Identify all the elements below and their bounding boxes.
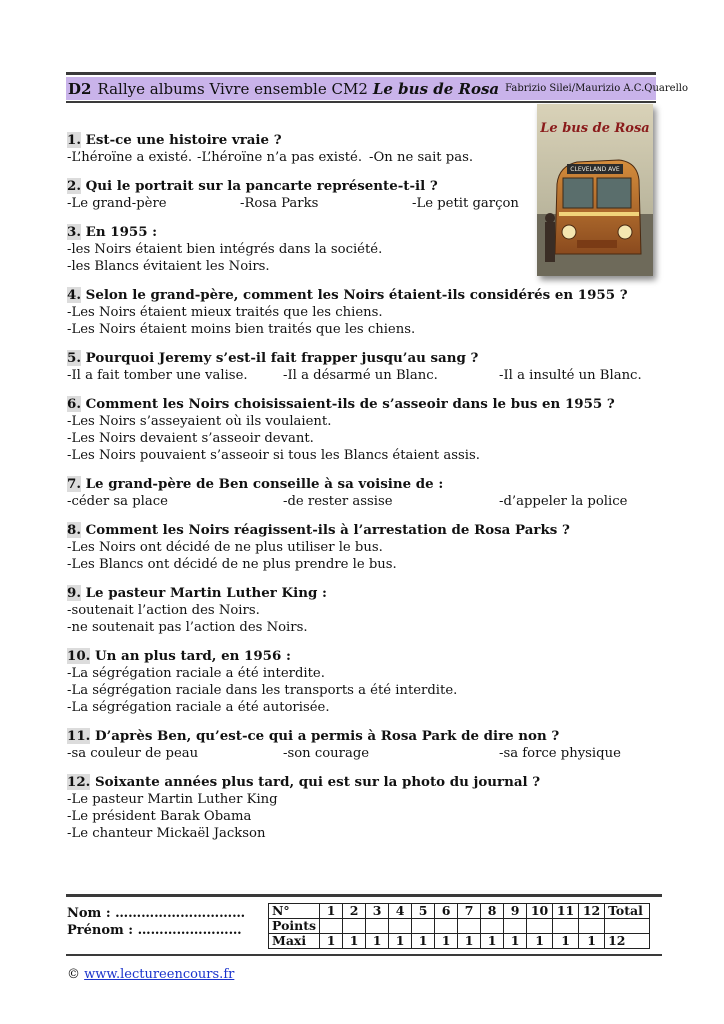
book-authors: Fabrizio Silei/Maurizio A.C.Quarello bbox=[505, 83, 689, 94]
answer-option[interactable]: -L’héroïne a existé. bbox=[67, 150, 193, 165]
maxi-cell: 1 bbox=[412, 934, 435, 949]
footer-top-rule bbox=[66, 894, 662, 897]
row-header-num: N° bbox=[269, 904, 320, 919]
maxi-cell: 1 bbox=[553, 934, 579, 949]
header-top-rule bbox=[66, 72, 656, 75]
question-number: 8. bbox=[67, 522, 81, 538]
maxi-cell: 1 bbox=[527, 934, 553, 949]
question-number: 6. bbox=[67, 396, 81, 412]
question-title bbox=[67, 224, 647, 241]
points-cell[interactable] bbox=[412, 919, 435, 934]
answer-option[interactable]: -les Noirs étaient bien intégrés dans la société. bbox=[67, 242, 383, 257]
question-title bbox=[67, 132, 647, 149]
answer-option[interactable]: -Il a insulté un Blanc. bbox=[499, 368, 642, 383]
answer-option[interactable]: -sa force physique bbox=[499, 746, 621, 761]
answer-option[interactable]: -Les Noirs pouvaient s’asseoir si tous les Blancs étaient assis. bbox=[67, 448, 480, 463]
points-cell[interactable] bbox=[504, 919, 527, 934]
answer-option[interactable]: -Il a fait tomber une valise. bbox=[67, 368, 248, 383]
col-6: 6 bbox=[435, 904, 458, 919]
answer-option[interactable]: -sa couleur de peau bbox=[67, 746, 199, 761]
question-title bbox=[67, 522, 647, 539]
answer-option[interactable]: -Les Blancs ont décidé de ne plus prendre le bus. bbox=[67, 557, 397, 572]
answer-options bbox=[67, 195, 647, 212]
question-title bbox=[67, 287, 647, 304]
sheet-code: D2 bbox=[68, 79, 92, 98]
col-5: 5 bbox=[412, 904, 435, 919]
question-block bbox=[67, 396, 647, 464]
answer-options bbox=[67, 304, 647, 338]
footer-bottom-rule bbox=[66, 954, 662, 956]
question-number: 5. bbox=[67, 350, 81, 366]
answer-option[interactable]: -La ségrégation raciale a été interdite. bbox=[67, 666, 325, 681]
maxi-cell: 1 bbox=[389, 934, 412, 949]
answer-option[interactable]: -céder sa place bbox=[67, 494, 168, 509]
answer-option[interactable]: -La ségrégation raciale dans les transports a été interdite. bbox=[67, 683, 458, 698]
score-points-row bbox=[269, 919, 650, 934]
col-11: 11 bbox=[553, 904, 579, 919]
question-text: En 1955 : bbox=[80, 224, 158, 240]
question-block bbox=[67, 224, 647, 275]
points-cell[interactable] bbox=[579, 919, 605, 934]
answer-option[interactable]: -d’appeler la police bbox=[499, 494, 628, 509]
maxi-cell: 1 bbox=[320, 934, 343, 949]
question-text: Le pasteur Martin Luther King : bbox=[80, 585, 327, 601]
question-number: 9. bbox=[67, 585, 81, 601]
question-text: D’après Ben, qu’est-ce qui a permis à Rosa Park de dire non ? bbox=[90, 728, 560, 744]
question-block bbox=[67, 178, 647, 212]
answer-option[interactable]: -L’héroïne n’a pas existé. bbox=[197, 150, 363, 165]
question-number: 12. bbox=[67, 774, 91, 790]
maxi-cell: 1 bbox=[481, 934, 504, 949]
maxi-cell: 1 bbox=[504, 934, 527, 949]
question-text: Comment les Noirs réagissent-ils à l’arrestation de Rosa Parks ? bbox=[80, 522, 570, 538]
question-number: 11. bbox=[67, 728, 91, 744]
maxi-cell: 1 bbox=[366, 934, 389, 949]
score-maxi-row bbox=[269, 934, 650, 949]
question-block bbox=[67, 132, 647, 166]
question-block bbox=[67, 350, 647, 384]
answer-option[interactable]: -Le petit garçon bbox=[412, 196, 519, 211]
question-text: Comment les Noirs choisissaient-ils de s’asseoir dans le bus en 1955 ? bbox=[80, 396, 615, 412]
points-cell[interactable] bbox=[366, 919, 389, 934]
question-block bbox=[67, 585, 647, 636]
answer-options bbox=[67, 791, 647, 842]
question-title bbox=[67, 476, 647, 493]
question-number: 2. bbox=[67, 178, 81, 194]
question-text: Est-ce une histoire vraie ? bbox=[80, 132, 282, 148]
maxi-total-cell: 12 bbox=[605, 934, 650, 949]
question-block bbox=[67, 648, 647, 716]
maxi-cell: 1 bbox=[343, 934, 366, 949]
question-text: Selon le grand-père, comment les Noirs étaient-ils considérés en 1955 ? bbox=[80, 287, 628, 303]
points-total-cell[interactable] bbox=[605, 919, 650, 934]
points-cell[interactable] bbox=[553, 919, 579, 934]
points-cell[interactable] bbox=[320, 919, 343, 934]
answer-option[interactable]: -Le grand-père bbox=[67, 196, 167, 211]
answer-options bbox=[67, 367, 647, 384]
answer-option[interactable]: -Il a désarmé un Blanc. bbox=[283, 368, 438, 383]
answer-option[interactable]: -soutenait l’action des Noirs. bbox=[67, 603, 260, 618]
cover-title-text: Le bus de Rosa bbox=[540, 121, 650, 136]
col-total: Total bbox=[605, 904, 650, 919]
answer-option[interactable]: -La ségrégation raciale a été autorisée. bbox=[67, 700, 330, 715]
col-3: 3 bbox=[366, 904, 389, 919]
question-number: 1. bbox=[67, 132, 81, 148]
col-12: 12 bbox=[579, 904, 605, 919]
question-title bbox=[67, 728, 647, 745]
answer-option[interactable]: -Les Noirs étaient mieux traités que les chiens. bbox=[67, 305, 383, 320]
book-title: Le bus de Rosa bbox=[372, 79, 500, 98]
copyright-line bbox=[67, 967, 234, 982]
answer-options bbox=[67, 539, 647, 573]
answer-option[interactable]: -Les Noirs étaient moins bien traités que les chiens. bbox=[67, 322, 416, 337]
maxi-cell: 1 bbox=[435, 934, 458, 949]
answer-options bbox=[67, 665, 647, 716]
answer-option[interactable]: -ne soutenait pas l’action des Noirs. bbox=[67, 620, 308, 635]
question-list bbox=[67, 132, 647, 854]
points-cell[interactable] bbox=[458, 919, 481, 934]
question-title bbox=[67, 648, 647, 665]
answer-options bbox=[67, 413, 647, 464]
site-link[interactable]: www.lectureencours.fr bbox=[84, 967, 235, 982]
header-bottom-rule bbox=[66, 101, 656, 103]
answer-option[interactable]: -Les Noirs s’asseyaient où ils voulaient. bbox=[67, 414, 332, 429]
question-number: 10. bbox=[67, 648, 91, 664]
maxi-cell: 1 bbox=[579, 934, 605, 949]
question-text: Un an plus tard, en 1956 : bbox=[90, 648, 291, 664]
answer-option[interactable]: -Le président Barak Obama bbox=[67, 809, 252, 824]
student-name-block bbox=[67, 905, 245, 939]
question-number: 3. bbox=[67, 224, 81, 240]
question-title bbox=[67, 350, 647, 367]
points-cell[interactable] bbox=[389, 919, 412, 934]
answer-option[interactable]: -Le chanteur Mickaël Jackson bbox=[67, 826, 266, 841]
points-cell[interactable] bbox=[527, 919, 553, 934]
question-block bbox=[67, 774, 647, 842]
question-block bbox=[67, 476, 647, 510]
row-header-points: Points bbox=[269, 919, 320, 934]
question-block bbox=[67, 522, 647, 573]
answer-option[interactable]: -Rosa Parks bbox=[240, 196, 319, 211]
question-text: Le grand-père de Ben conseille à sa voisine de : bbox=[80, 476, 444, 492]
col-2: 2 bbox=[343, 904, 366, 919]
answer-option[interactable]: -On ne sait pas. bbox=[369, 150, 474, 165]
answer-option[interactable]: -les Blancs évitaient les Noirs. bbox=[67, 259, 270, 274]
sheet-title: Rallye albums Vivre ensemble CM2 bbox=[97, 79, 368, 98]
col-8: 8 bbox=[481, 904, 504, 919]
col-1: 1 bbox=[320, 904, 343, 919]
answer-options bbox=[67, 241, 647, 275]
answer-option[interactable]: -Le pasteur Martin Luther King bbox=[67, 792, 278, 807]
question-block bbox=[67, 728, 647, 762]
question-text: Soixante années plus tard, qui est sur la photo du journal ? bbox=[90, 774, 541, 790]
answer-option[interactable]: -son courage bbox=[283, 746, 370, 761]
col-4: 4 bbox=[389, 904, 412, 919]
answer-options bbox=[67, 602, 647, 636]
prenom-field-label: Prénom : …………………… bbox=[67, 923, 242, 938]
header-band bbox=[66, 77, 689, 100]
nom-field-label: Nom : ………………………… bbox=[67, 906, 246, 921]
score-table bbox=[268, 903, 650, 949]
question-number: 4. bbox=[67, 287, 81, 303]
points-cell[interactable] bbox=[343, 919, 366, 934]
col-9: 9 bbox=[504, 904, 527, 919]
question-title bbox=[67, 178, 647, 195]
question-number: 7. bbox=[67, 476, 81, 492]
question-text: Pourquoi Jeremy s’est-il fait frapper jusqu’au sang ? bbox=[80, 350, 479, 366]
answer-option[interactable]: -de rester assise bbox=[283, 494, 393, 509]
row-header-maxi: Maxi bbox=[269, 934, 320, 949]
answer-options bbox=[67, 493, 647, 510]
points-cell[interactable] bbox=[481, 919, 504, 934]
answer-options bbox=[67, 745, 647, 762]
maxi-cell: 1 bbox=[458, 934, 481, 949]
copyright-symbol: © bbox=[67, 967, 80, 982]
question-text: Qui le portrait sur la pancarte représente-t-il ? bbox=[80, 178, 438, 194]
cover-destination-text: CLEVELAND AVE bbox=[570, 166, 620, 173]
answer-option[interactable]: -Les Noirs devaient s’asseoir devant. bbox=[67, 431, 314, 446]
score-header-row bbox=[269, 904, 650, 919]
question-title bbox=[67, 774, 647, 791]
question-title bbox=[67, 585, 647, 602]
answer-option[interactable]: -Les Noirs ont décidé de ne plus utiliser le bus. bbox=[67, 540, 383, 555]
answer-options bbox=[67, 149, 647, 166]
col-7: 7 bbox=[458, 904, 481, 919]
col-10: 10 bbox=[527, 904, 553, 919]
question-block bbox=[67, 287, 647, 338]
question-title bbox=[67, 396, 647, 413]
points-cell[interactable] bbox=[435, 919, 458, 934]
